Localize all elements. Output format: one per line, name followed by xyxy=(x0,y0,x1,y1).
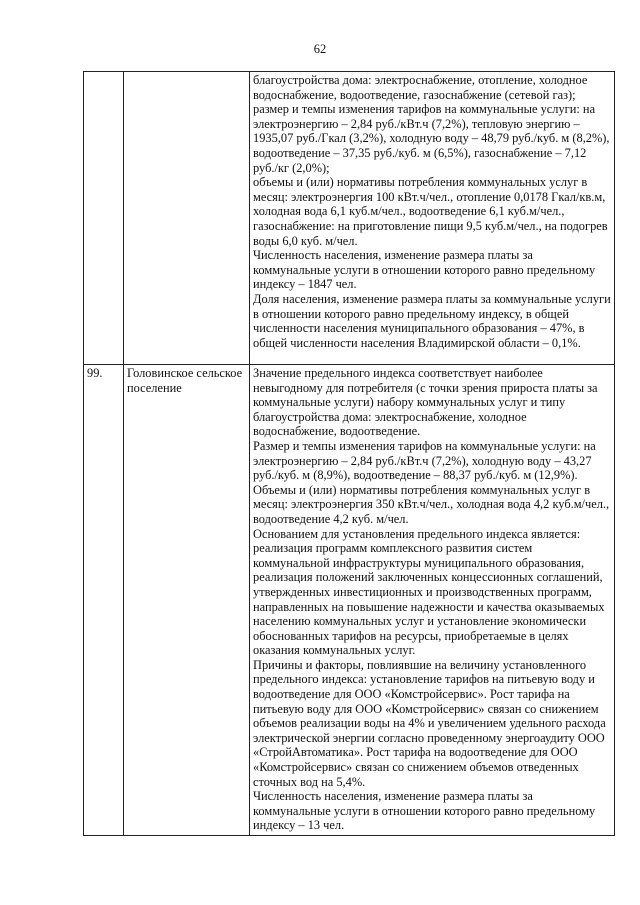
municipality-name-cell xyxy=(124,72,250,365)
table-row xyxy=(84,365,615,836)
description-cell xyxy=(250,365,615,836)
description-paragraph: Основанием для установления предельного индекса является: реализация программ комплексного развития систем коммунальной инфраструктуры муниципального образования, реализация положений заключенных концессионных соглашений, утвержденных инвестиционных и производственных программ, направленных на повышение надежности и качества оказываемых населению коммунальных услуг и установление экономически обоснованных тарифов на ресурсы, приобретаемые в целях оказания коммунальных услуг. xyxy=(253,526,605,658)
tariff-table xyxy=(83,71,615,836)
description-cell xyxy=(250,72,615,365)
municipality-name-cell: Головинское сельское поселение xyxy=(124,365,250,836)
description-paragraph: Значение предельного индекса соответствует наиболее невыгодному для потребителя (с точки зрения прироста платы за коммунальные услуги) набору коммунальных услуг и типу благоустройства дома: электроснабжение, холодное водоснабжение, водоотведение. xyxy=(253,366,598,439)
description-paragraph: Численность населения, изменение размера платы за коммунальные услуги в отношении которого равно предельному индексу – 1847 чел. xyxy=(253,248,596,292)
description-paragraph: Причины и факторы, повлиявшие на величину установленного предельного индекса: установление тарифов на питьевую воду и водоотведение для ООО «Комстройсервис». Рост тарифа на питьевую воду для ООО «Комстройсервис» связан со снижением объемов реализации воды на 4% и увеличением удельного расхода электрической энергии согласно проведенному энергоаудиту ООО «СтройАвтоматика». Рост тарифа на водоотведение для ООО «Комстройсервис» связан со снижением объемов отведенных сточных вод на 5,4%. xyxy=(253,657,606,789)
row-number-cell: 99. xyxy=(84,365,124,836)
table-row xyxy=(84,72,615,365)
description-paragraph: размер и темпы изменения тарифов на коммунальные услуги: на электроэнергию – 2,84 руб./кВт.ч (7,2%), тепловую энергию – 1935,07 руб./Гкал (3,2%), холодную воду – 48,79 руб./куб. м (8,2%), водоотведение – 37,35 руб./куб. м (6,5%), газоснабжение – 7,12 руб./кг (2,0%); xyxy=(253,102,610,175)
page-number: 62 xyxy=(313,42,327,56)
description-paragraph: благоустройства дома: электроснабжение, отопление, холодное водоснабжение, водоотведение, газоснабжение (сетевой газ); xyxy=(253,73,588,102)
description-paragraph: Размер и темпы изменения тарифов на коммунальные услуги: на электроэнергию – 2,84 руб./кВт.ч (7,2%), холодную воду – 43,27 руб./куб. м (8,9%), водоотведение – 88,37 руб./куб. м (12,9%). xyxy=(253,438,596,483)
description-paragraph: объемы и (или) нормативы потребления коммунальных услуг в месяц: электроэнергия 100 кВт.ч/чел., отопление 0,0178 Гкал/кв.м, холодная вода 6,1 куб.м/чел., водоотведение 6,1 куб.м/чел., газоснабжение: на приготовление пищи 9,5 куб.м/чел., на подогрев воды 6,0 куб. м/чел. xyxy=(253,175,608,248)
description-paragraph: Доля населения, изменение размера платы за коммунальные услуги в отношении которого равно предельному индексу, в общей численности населения муниципального образования – 47%, в общей численности населения Владимирской области – 0,1%. xyxy=(253,291,611,350)
row-number-cell xyxy=(84,72,124,365)
description-paragraph: Численность населения, изменение размера платы за коммунальные услуги в отношении которого равно предельному индексу – 13 чел. xyxy=(253,789,596,833)
description-paragraph: Объемы и (или) нормативы потребления коммунальных услуг в месяц: электроэнергия 350 кВт.ч/чел., холодная вода 4,2 куб.м/чел., водоотведение 4,2 куб. м/чел. xyxy=(253,482,610,526)
